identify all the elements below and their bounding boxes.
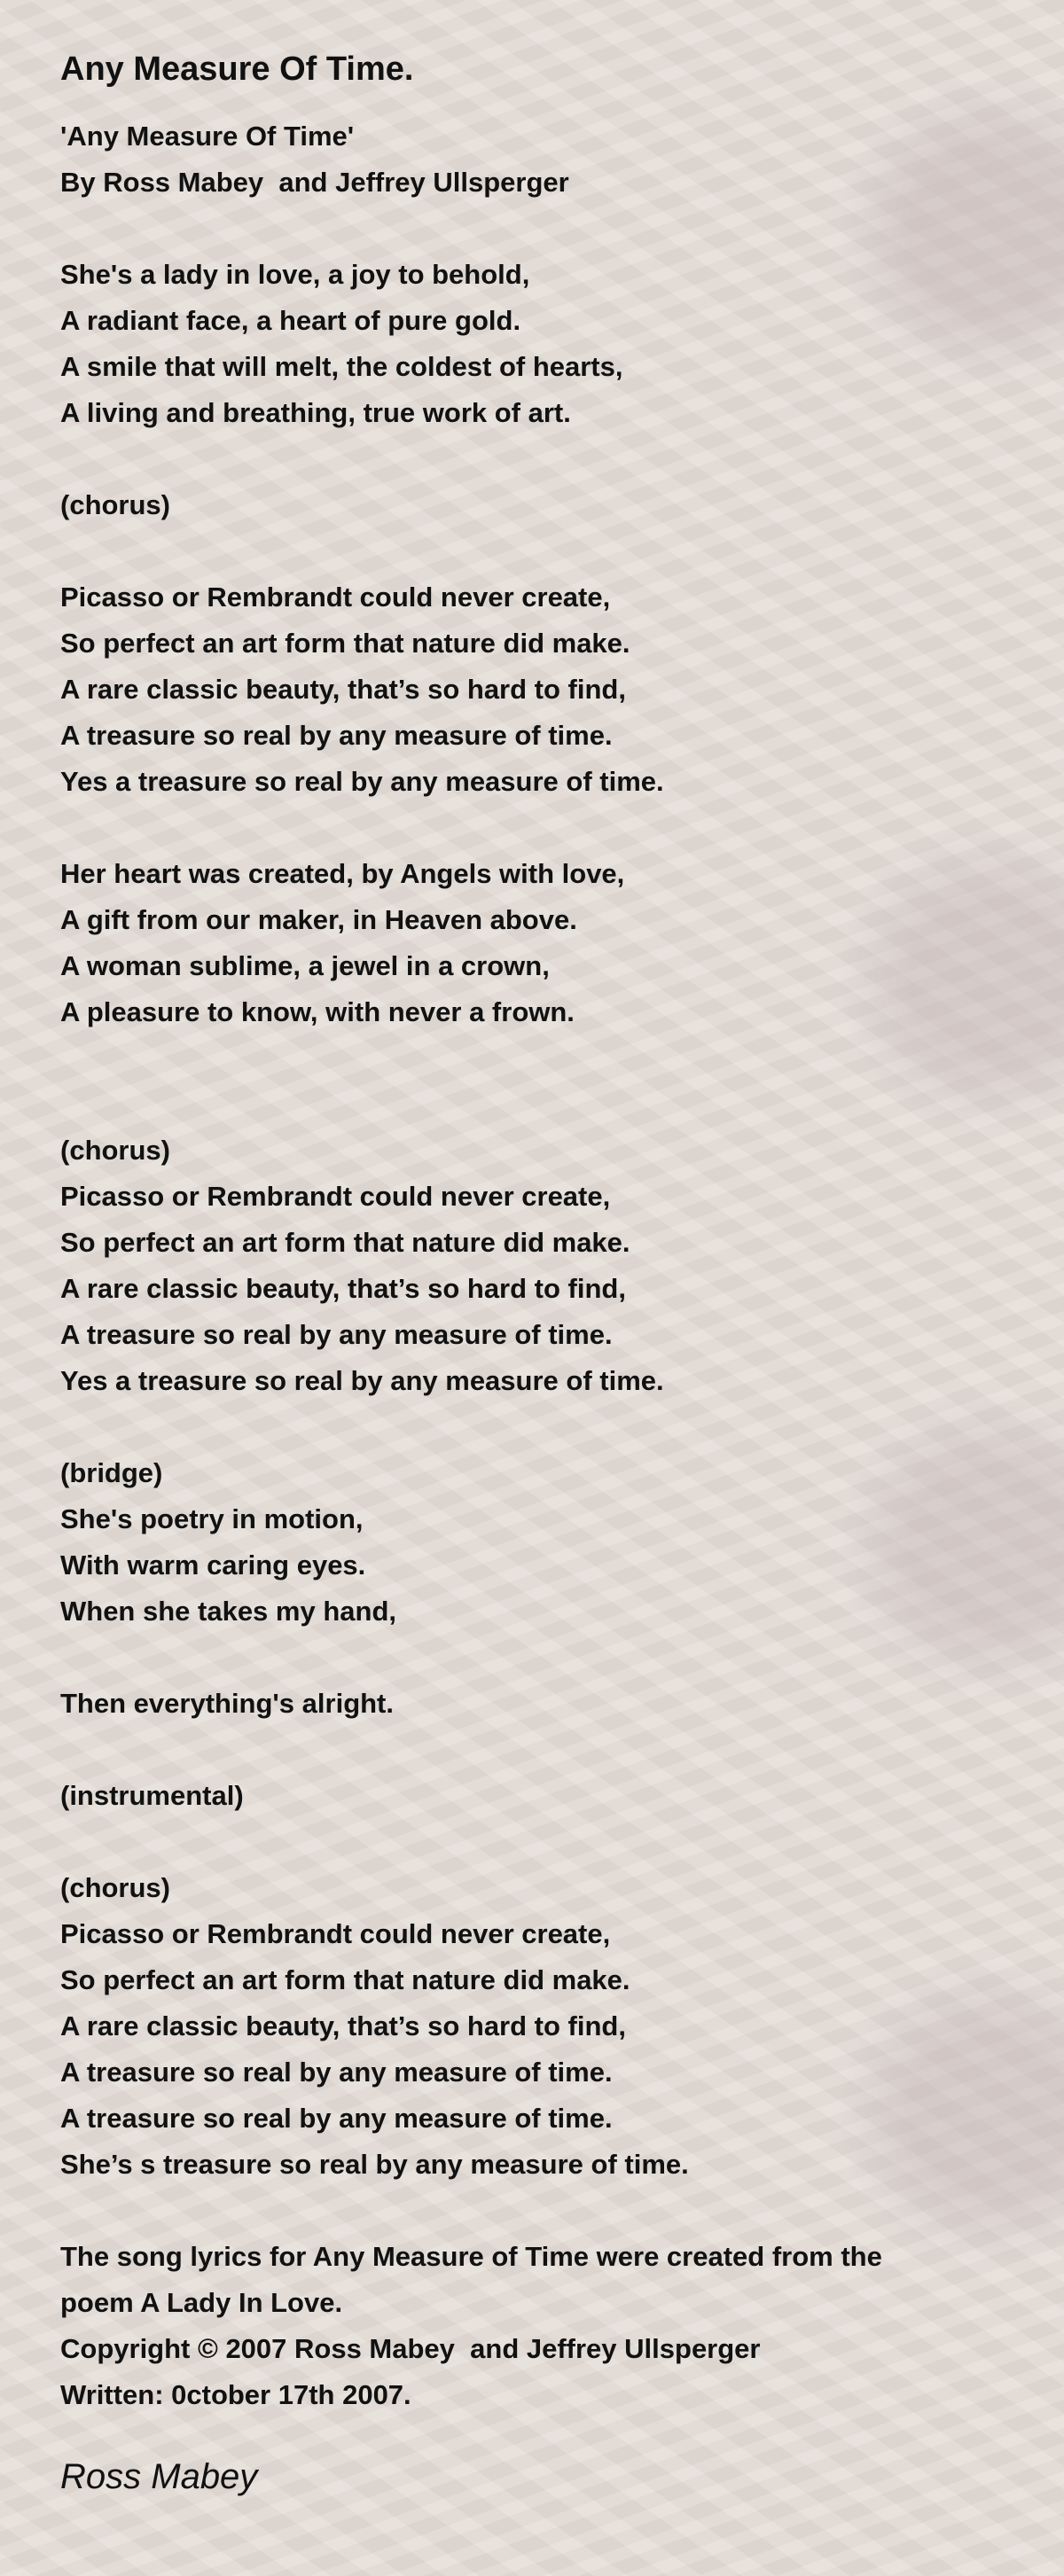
poem-line: A woman sublime, a jewel in a crown, bbox=[60, 950, 550, 981]
poem-line: With warm caring eyes. bbox=[60, 1550, 366, 1581]
stanza-break bbox=[60, 1035, 1018, 1081]
poem-line: She’s s treasure so real by any measure of time. bbox=[60, 2149, 689, 2180]
poem-line: (bridge) bbox=[60, 1457, 163, 1488]
poem-line: Picasso or Rembrandt could never create, bbox=[60, 1181, 611, 1212]
poem-line: (chorus) bbox=[60, 1872, 170, 1903]
poem-line: A treasure so real by any measure of time. bbox=[60, 1319, 613, 1350]
poem-line: Yes a treasure so real by any measure of time. bbox=[60, 766, 664, 797]
poem-line: (instrumental) bbox=[60, 1780, 244, 1811]
poem-line: By Ross Mabey and Jeffrey Ullsperger bbox=[60, 167, 569, 198]
poem-line: When she takes my hand, bbox=[60, 1596, 396, 1627]
poem-line: A living and breathing, true work of art. bbox=[60, 397, 571, 428]
author-signature: Ross Mabey bbox=[60, 2457, 258, 2496]
stanza-break bbox=[60, 1819, 1018, 1865]
poem-line: Then everything's alright. bbox=[60, 1688, 394, 1719]
poem-line: Picasso or Rembrandt could never create, bbox=[60, 1918, 611, 1949]
poem-body bbox=[60, 113, 1018, 2418]
stanza-break bbox=[60, 805, 1018, 851]
stanza-break bbox=[60, 528, 1018, 574]
stanza-break bbox=[60, 1727, 1018, 1773]
poem-line: A treasure so real by any measure of time. bbox=[60, 2057, 613, 2088]
poem-line: The song lyrics for Any Measure of Time were created from the bbox=[60, 2241, 882, 2272]
poem-line: A gift from our maker, in Heaven above. bbox=[60, 904, 577, 935]
poem-line: Copyright © 2007 Ross Mabey and Jeffrey Ullsperger bbox=[60, 2333, 761, 2364]
poem-line: A treasure so real by any measure of time. bbox=[60, 720, 613, 751]
stanza-break bbox=[60, 1635, 1018, 1681]
poem-line: A rare classic beauty, that’s so hard to find, bbox=[60, 674, 626, 705]
poem-line: She's poetry in motion, bbox=[60, 1503, 364, 1534]
stanza-break bbox=[60, 436, 1018, 482]
poem-page bbox=[60, 39, 1018, 2503]
stanza-break bbox=[60, 1404, 1018, 1450]
poem-line: Her heart was created, by Angels with love, bbox=[60, 858, 625, 889]
poem-line: So perfect an art form that nature did make. bbox=[60, 628, 630, 659]
poem-line: A pleasure to know, with never a frown. bbox=[60, 996, 575, 1027]
poem-line: So perfect an art form that nature did make. bbox=[60, 1964, 630, 1995]
poem-title: Any Measure Of Time. bbox=[60, 51, 414, 88]
stanza-break bbox=[60, 206, 1018, 252]
poem-line: A rare classic beauty, that’s so hard to find, bbox=[60, 1273, 626, 1304]
stanza-break bbox=[60, 1081, 1018, 1128]
poem-line: Picasso or Rembrandt could never create, bbox=[60, 582, 611, 613]
poem-line: (chorus) bbox=[60, 489, 170, 520]
poem-line: So perfect an art form that nature did make. bbox=[60, 1227, 630, 1258]
poem-line: A radiant face, a heart of pure gold. bbox=[60, 305, 521, 336]
poem-line: poem A Lady In Love. bbox=[60, 2287, 343, 2318]
poem-line: 'Any Measure Of Time' bbox=[60, 121, 355, 152]
poem-line: A rare classic beauty, that’s so hard to find, bbox=[60, 2010, 626, 2041]
poem-line: She's a lady in love, a joy to behold, bbox=[60, 259, 530, 290]
poem-line: Yes a treasure so real by any measure of time. bbox=[60, 1365, 664, 1396]
stanza-break bbox=[60, 2188, 1018, 2234]
poem-line: (chorus) bbox=[60, 1135, 170, 1166]
poem-line: Written: 0ctober 17th 2007. bbox=[60, 2379, 411, 2410]
poem-line: A treasure so real by any measure of time. bbox=[60, 2103, 613, 2134]
poem-line: A smile that will melt, the coldest of hearts, bbox=[60, 351, 623, 382]
